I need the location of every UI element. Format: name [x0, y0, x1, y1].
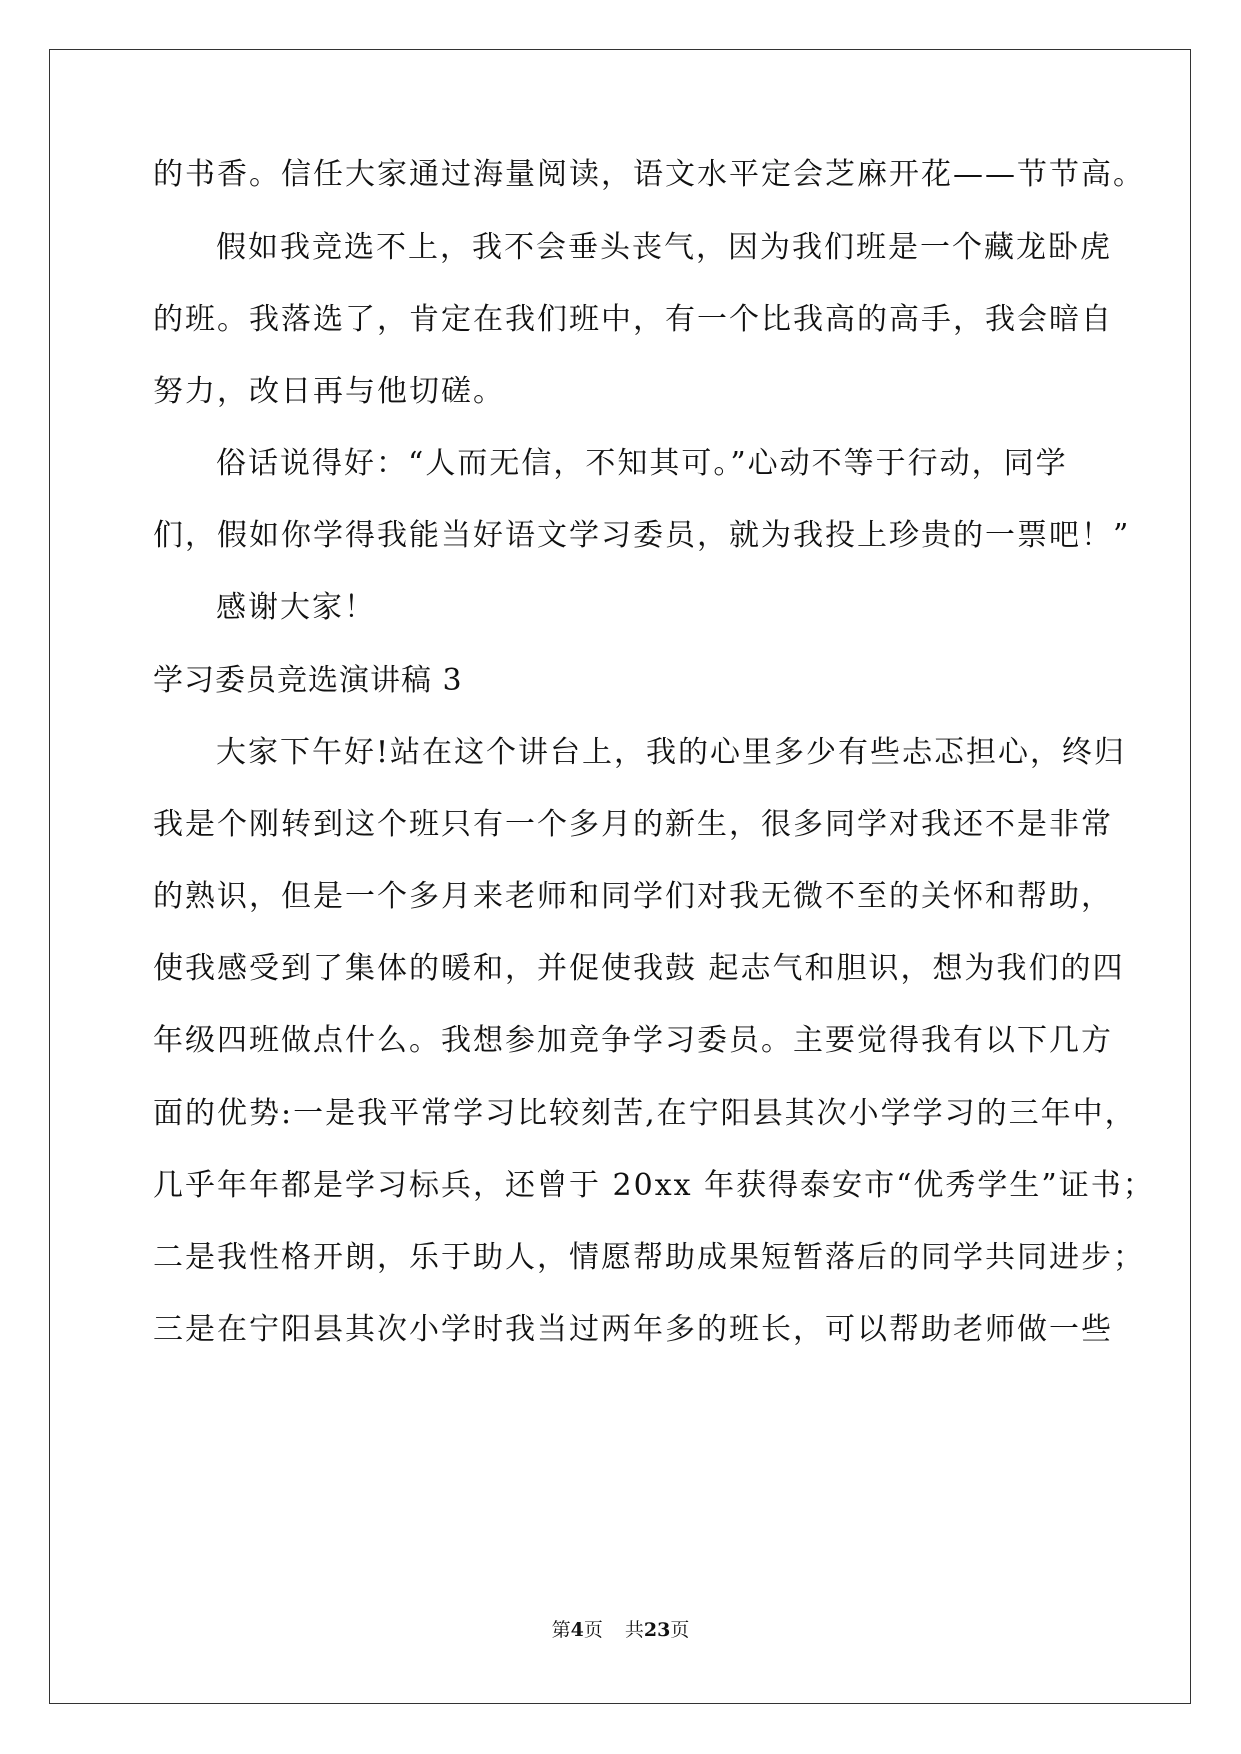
text-line: 使我感受到了集体的暖和，并促使我鼓 起志气和胆识，想为我们的四 [153, 951, 1125, 986]
text-line: 三是在宁阳县其次小学时我当过两年多的班长，可以帮助老师做一些 [153, 1312, 1113, 1347]
text-line: 几乎年年都是学习标兵，还曾于 20xx 年获得泰安市“优秀学生”证书； [153, 1168, 1155, 1203]
text-line: 的熟识，但是一个多月来老师和同学们对我无微不至的关怀和帮助， [153, 879, 1113, 914]
section-heading: 学习委员竞选演讲稿 3 [153, 663, 463, 698]
page-prefix: 第 [551, 1619, 571, 1641]
text-line: 年级四班做点什么。我想参加竞争学习委员。主要觉得我有以下几方 [153, 1023, 1113, 1058]
text-line: 的书香。信任大家通过海量阅读，语文水平定会芝麻开花——节节高。 [153, 157, 1145, 192]
paragraph-start-line: 俗话说得好：“人而无信，不知其可。”心动不等于行动，同学 [216, 446, 1068, 481]
text-line: 我是个刚转到这个班只有一个多月的新生，很多同学对我还不是非常 [153, 807, 1113, 842]
text-line: 们，假如你学得我能当好语文学习委员，就为我投上珍贵的一票吧！” [153, 518, 1131, 553]
closing-line: 感谢大家！ [216, 590, 376, 625]
text-line: 努力，改日再与他切磋。 [153, 374, 505, 409]
total-suffix: 页 [670, 1619, 690, 1641]
total-prefix: 共 [624, 1619, 644, 1641]
page-total-number: 23 [643, 1619, 671, 1641]
text-line: 的班。我落选了，肯定在我们班中，有一个比我高的高手，我会暗自 [153, 302, 1113, 337]
paragraph-start-line: 假如我竞选不上，我不会垂头丧气，因为我们班是一个藏龙卧虎 [216, 230, 1112, 265]
page-suffix: 页 [583, 1619, 603, 1641]
page-footer [0, 1618, 1241, 1642]
paragraph-start-line: 大家下午好!站在这个讲台上，我的心里多少有些忐忑担心，终归 [216, 735, 1127, 770]
text-line: 二是我性格开朗，乐于助人，情愿帮助成果短暂落后的同学共同进步； [153, 1240, 1145, 1275]
page-current-number: 4 [570, 1619, 584, 1641]
text-line: 面的优势:一是我平常学习比较刻苦,在宁阳县其次小学学习的三年中， [153, 1096, 1137, 1131]
